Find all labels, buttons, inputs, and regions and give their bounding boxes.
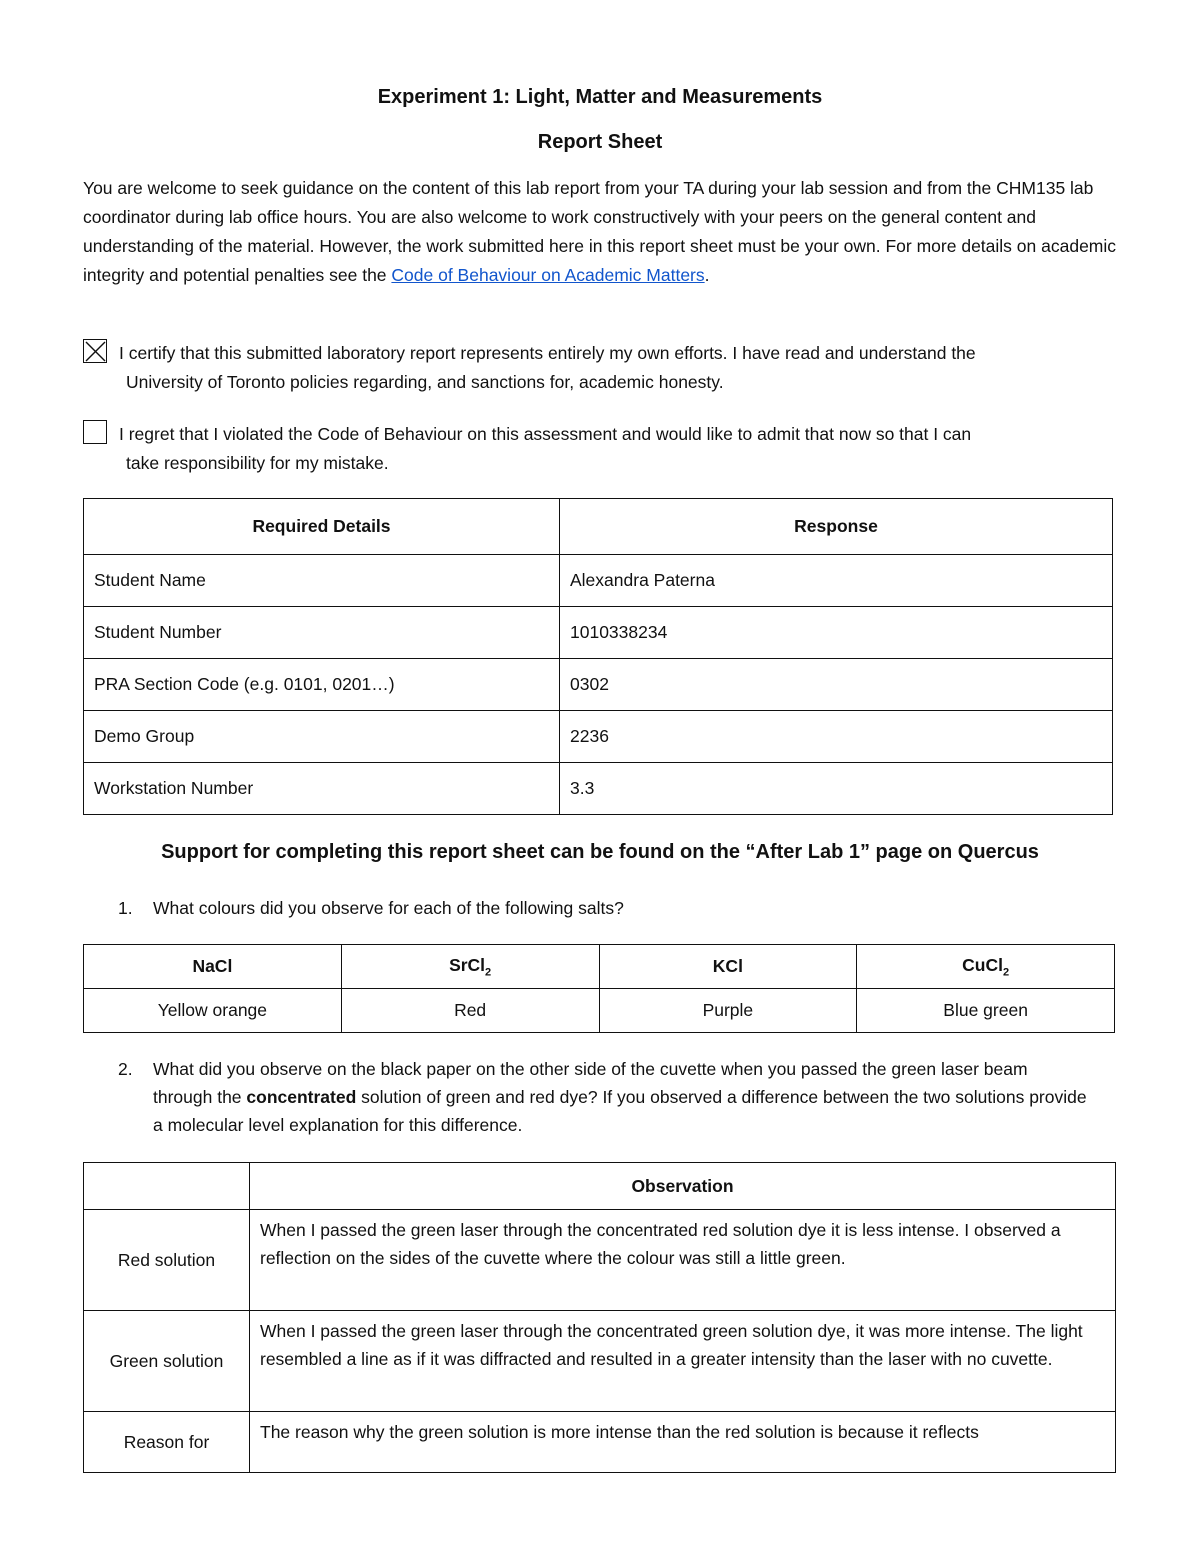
salt-header-srcl2: SrCl$_2$ <box>341 945 599 989</box>
row-label: Green solution <box>84 1311 250 1412</box>
question-2 <box>118 1055 1088 1139</box>
table-row <box>84 711 1113 763</box>
table-row <box>84 763 1113 815</box>
salt-header-cucl2: CuCl$_2$ <box>857 945 1115 989</box>
required-details-header: Required Details <box>84 499 560 555</box>
table-row <box>84 659 1113 711</box>
salts-table <box>83 944 1115 1033</box>
table-row <box>84 555 1113 607</box>
regret-text-line1: I regret that I violated the Code of Behaviour on this assessment and would like to admit that now so that I can <box>119 424 972 444</box>
intro-suffix: . <box>704 265 710 285</box>
question-text: What colours did you observe for each of the following salts? <box>153 898 624 918</box>
certify-checkbox[interactable] <box>83 339 107 363</box>
document-title: Experiment 1: Light, Matter and Measurements <box>377 86 823 108</box>
observation-table <box>83 1162 1116 1473</box>
detail-value[interactable]: 2236 <box>560 711 1113 763</box>
regret-statement <box>83 420 1123 478</box>
certify-statement <box>83 339 1123 397</box>
regret-text-line2: take responsibility for my mistake. <box>126 453 389 473</box>
question-1 <box>118 894 1088 922</box>
certify-text-line2: University of Toronto policies regarding, and sanctions for, academic honesty. <box>126 372 724 392</box>
observation-text[interactable]: When I passed the green laser through the concentrated green solution dye, it was more intense. The light resembled a line as if it was diffracted and resulted in a greater intensity than the laser with no cuvette. <box>250 1311 1116 1412</box>
row-label: Reason for <box>84 1412 250 1473</box>
detail-value[interactable]: 3.3 <box>560 763 1113 815</box>
intro-paragraph <box>83 174 1123 290</box>
detail-value[interactable]: 0302 <box>560 659 1113 711</box>
salt-colour-srcl2[interactable]: Red <box>341 989 599 1033</box>
response-header: Response <box>560 499 1113 555</box>
empty-header-cell <box>84 1163 250 1210</box>
document-subtitle: Report Sheet <box>537 131 663 153</box>
question-number: 1. <box>118 898 133 918</box>
detail-label: Workstation Number <box>84 763 560 815</box>
observation-header: Observation <box>250 1163 1116 1210</box>
observation-text[interactable]: The reason why the green solution is more intense than the red solution is because it reflects <box>250 1412 1116 1473</box>
detail-value[interactable]: Alexandra Paterna <box>560 555 1113 607</box>
code-of-behaviour-link[interactable]: Code of Behaviour on Academic Matters <box>391 265 705 285</box>
certify-text-line1: I certify that this submitted laboratory report represents entirely my own efforts. I have read and understand the <box>119 343 976 363</box>
table-header-row <box>84 1163 1116 1210</box>
question-number: 2. <box>118 1059 133 1079</box>
observation-text[interactable]: When I passed the green laser through the concentrated red solution dye it is less intense. I observed a reflection on the sides of the cuvette where the colour was still a little green. <box>250 1210 1116 1311</box>
question-bold-word: concentrated <box>246 1087 357 1107</box>
support-heading: Support for completing this report sheet can be found on the “After Lab 1” page on Quercus <box>161 841 1039 863</box>
salt-colour-kcl[interactable]: Purple <box>599 989 857 1033</box>
salt-colour-nacl[interactable]: Yellow orange <box>84 989 342 1033</box>
table-row <box>84 1210 1116 1311</box>
detail-value[interactable]: 1010338234 <box>560 607 1113 659</box>
checked-x-icon <box>84 340 108 364</box>
intro-text: You are welcome to seek guidance on the content of this lab report from your TA during your lab session and from the CHM135 lab coordinator during lab office hours. You are also welcome to work constructively with your peers on the general content and understanding of the material. However, the work submitted here in this report sheet must be your own. For more details on academic integrity and potential penalties see the <box>83 178 1117 285</box>
regret-checkbox[interactable] <box>83 420 107 444</box>
salt-colour-cucl2[interactable]: Blue green <box>857 989 1115 1033</box>
question-text: What did you observe on the black paper on the other side of the cuvette when you passed the green laser beam through the concentrated solution of green and red dye? If you observed a difference between the two solutions provide a molecular level explanation for this difference. <box>153 1059 1087 1135</box>
table-header-row <box>84 499 1113 555</box>
required-details-table <box>83 498 1113 815</box>
table-row <box>84 1412 1116 1473</box>
detail-label: Student Number <box>84 607 560 659</box>
table-row <box>84 1311 1116 1412</box>
salt-header-kcl: KCl <box>599 945 857 989</box>
detail-label: Student Name <box>84 555 560 607</box>
detail-label: Demo Group <box>84 711 560 763</box>
row-label: Red solution <box>84 1210 250 1311</box>
table-row <box>84 989 1115 1033</box>
table-header-row <box>84 945 1115 989</box>
salt-header-nacl: NaCl <box>84 945 342 989</box>
detail-label: PRA Section Code (e.g. 0101, 0201…) <box>84 659 560 711</box>
table-row <box>84 607 1113 659</box>
